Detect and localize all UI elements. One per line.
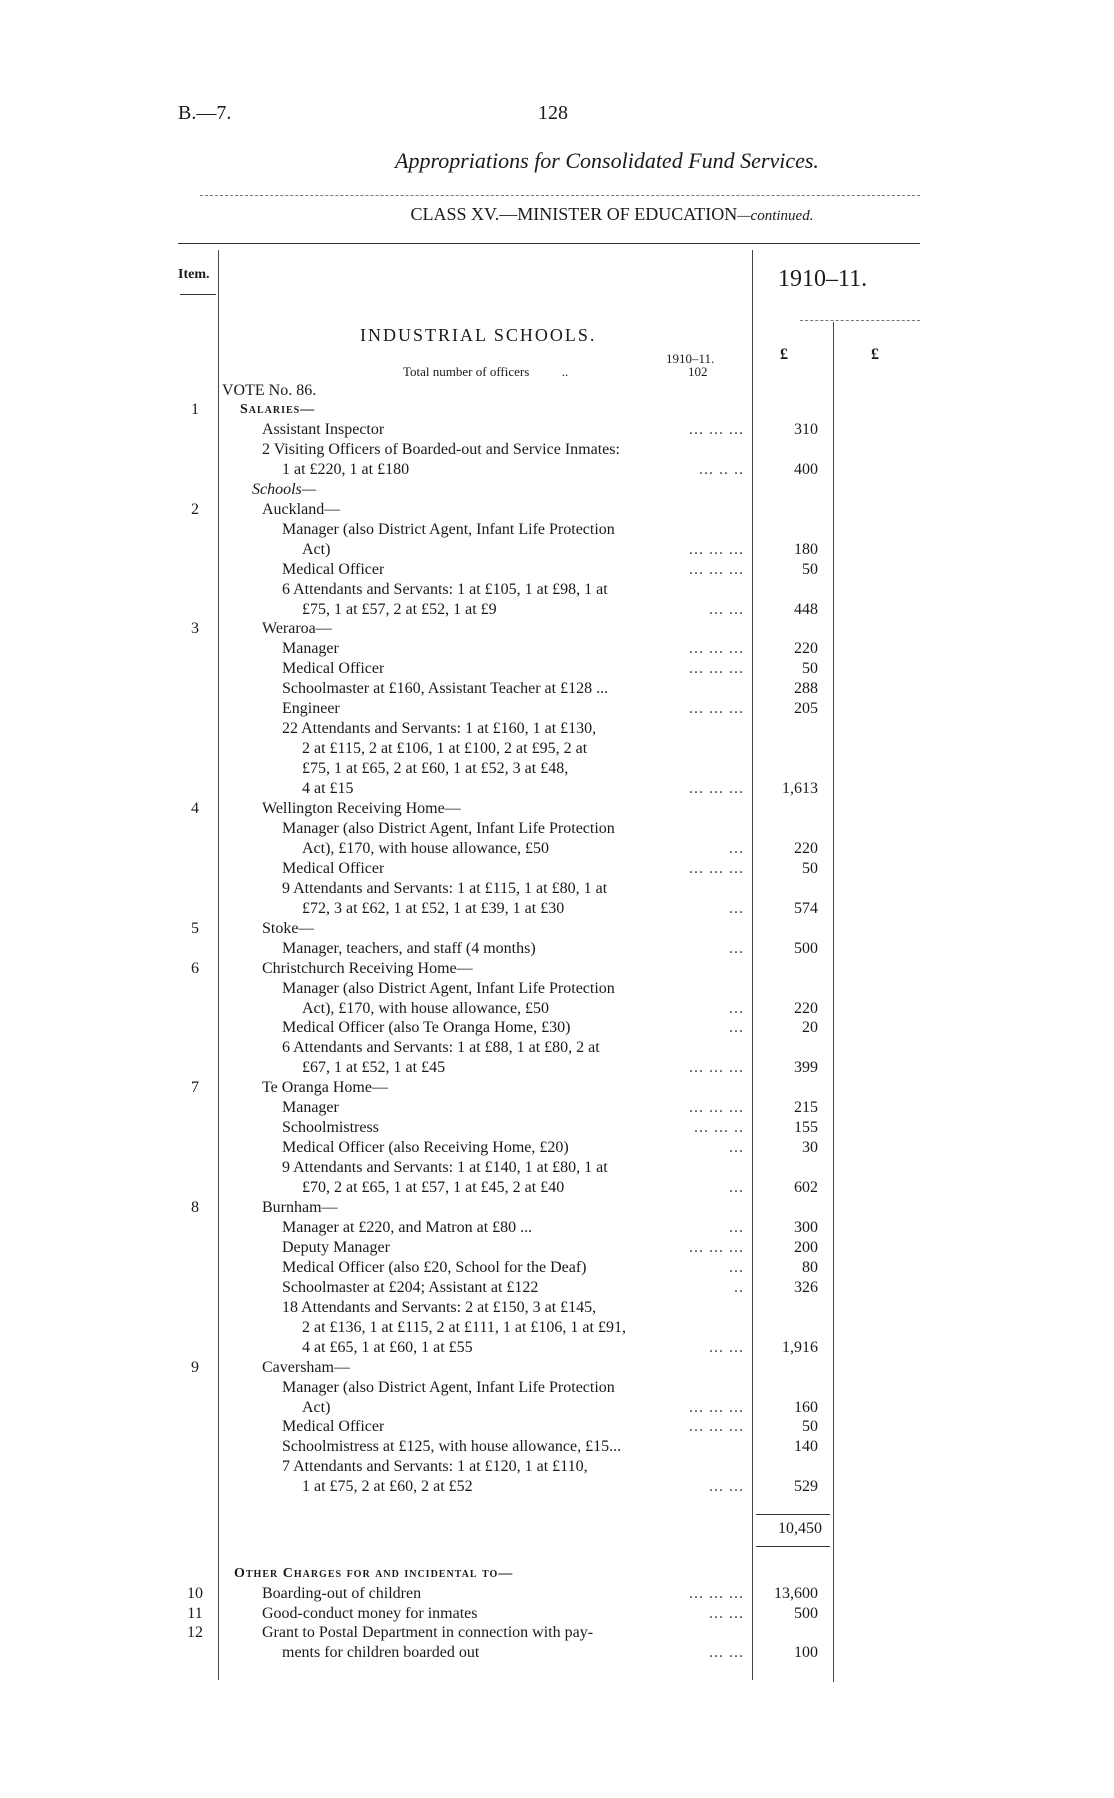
- lines-row: [0, 999, 1114, 1019]
- item-amount: 500: [794, 939, 818, 957]
- item-amount: 399: [794, 1059, 818, 1077]
- section-title: INDUSTRIAL SCHOOLS.: [360, 325, 597, 345]
- leader-dots: ... ...: [709, 1643, 744, 1661]
- item-amount: 300: [794, 1218, 818, 1236]
- item-text: Christchurch Receiving Home—: [262, 959, 473, 977]
- item-amount: 80: [802, 1258, 818, 1276]
- item-text: £67, 1 at £52, 1 at £45: [302, 1059, 446, 1077]
- item-amount: 288: [794, 680, 818, 698]
- item-text: 22 Attendants and Servants: 1 at £160, 1 at £130,: [282, 720, 597, 738]
- lines-row: [0, 819, 1114, 839]
- item-number: 8: [191, 1199, 199, 1216]
- lines-row: [0, 480, 1114, 500]
- item-text: 9 Attendants and Servants: 1 at £115, 1 at £80, 1 at: [282, 879, 608, 897]
- item-text: Manager (also District Agent, Infant Life Protection: [282, 819, 615, 837]
- leader-dots: ... ... ...: [689, 560, 744, 578]
- pound-header-left: £: [780, 346, 788, 363]
- item-text: Manager, teachers, and staff (4 months): [282, 939, 536, 957]
- lines-row: [0, 1477, 1114, 1497]
- item-text: 7 Attendants and Servants: 1 at £120, 1 at £110,: [282, 1458, 588, 1476]
- lines-row: [0, 420, 1114, 440]
- item-number: 3: [191, 620, 199, 638]
- item-text: Wellington Receiving Home—: [262, 800, 461, 817]
- item-text: Burnham—: [262, 1199, 338, 1216]
- table-top-rule: [178, 243, 920, 244]
- class-heading: [0, 204, 1114, 225]
- officers-label-text: Total number of officers: [403, 364, 530, 379]
- item-amount: 205: [794, 700, 818, 718]
- item-text: 18 Attendants and Servants: 2 at £150, 3 at £145,: [282, 1298, 597, 1316]
- item-number: 4: [191, 800, 199, 817]
- item-amount: 140: [794, 1438, 818, 1456]
- leader-dots: ... ...: [709, 1478, 744, 1496]
- subtotal-value: 10,450: [778, 1520, 822, 1537]
- item-text: 2 at £136, 1 at £115, 2 at £111, 1 at £106, 1 at £91,: [302, 1318, 626, 1336]
- year-column-header: 1910–11.: [778, 266, 868, 292]
- lines-row: [0, 1098, 1114, 1118]
- leader-dots: ...: [729, 999, 744, 1017]
- item-text: Medical Officer (also Receiving Home, £20): [282, 1139, 569, 1157]
- leader-dots: ...: [729, 1218, 744, 1236]
- lines-row: [0, 699, 1114, 719]
- item-text: Good-conduct money for inmates: [262, 1604, 478, 1622]
- item-text: Stoke—: [262, 919, 315, 937]
- leader-dots: ...: [729, 1179, 744, 1197]
- lines-row: [0, 679, 1114, 699]
- other_charges.lines-row: [0, 1604, 1114, 1624]
- lines-row: [0, 1038, 1114, 1058]
- leader-dots: ... ... ...: [689, 540, 744, 558]
- item-amount: 220: [794, 640, 818, 658]
- item-text: Salaries—: [240, 402, 316, 417]
- item-text: 9 Attendants and Servants: 1 at £140, 1 at £80, 1 at: [282, 1159, 608, 1177]
- item-amount: 100: [794, 1643, 818, 1661]
- lines-row: [0, 1238, 1114, 1258]
- lines-row: [0, 1078, 1114, 1098]
- other_charges.lines-row: [0, 1643, 1114, 1663]
- lines-row: [0, 1338, 1114, 1358]
- subtotal-rule: [756, 1514, 830, 1515]
- leader-dots: ...: [729, 1258, 744, 1276]
- leader-dots: ...: [729, 1019, 744, 1037]
- item-text: Act), £170, with house allowance, £50: [302, 999, 550, 1017]
- item-text: Deputy Manager: [282, 1238, 390, 1256]
- leader-dots: ... ... ...: [689, 1238, 744, 1256]
- lines-row: [0, 739, 1114, 759]
- item-text: 4 at £65, 1 at £60, 1 at £55: [302, 1338, 473, 1356]
- lines-row: [0, 619, 1114, 639]
- lines-row: [0, 839, 1114, 859]
- lines-row: [0, 939, 1114, 959]
- item-number: 9: [191, 1358, 199, 1376]
- leader-dots: ... ...: [709, 1604, 744, 1622]
- item-amount: 448: [794, 600, 818, 618]
- item-text: Manager: [282, 640, 339, 658]
- leader-dots: ...: [729, 839, 744, 857]
- item-number: 2: [191, 500, 199, 518]
- leader-dots: ... ... ...: [689, 640, 744, 658]
- item-text: Medical Officer (also Te Oranga Home, £30): [282, 1019, 571, 1037]
- leader-dots: ... ...: [709, 600, 744, 618]
- item-text: Schoolmistress: [282, 1119, 379, 1137]
- item-number: 10: [187, 1585, 203, 1602]
- item-number: 12: [187, 1624, 203, 1641]
- item-amount: 20: [802, 1019, 818, 1037]
- leader-dots: ...: [729, 899, 744, 917]
- leader-dots: ... ...: [709, 1338, 744, 1356]
- subtotal-amount: [752, 1520, 822, 1538]
- leader-dots: ... ... ..: [694, 1119, 744, 1137]
- lines-row: [0, 759, 1114, 779]
- item-text: £70, 2 at £65, 1 at £57, 1 at £45, 2 at £40: [302, 1179, 565, 1197]
- leader-dots: ... ... ...: [689, 420, 744, 438]
- leader-dots: ... ... ...: [689, 1585, 744, 1602]
- other_charges.lines-row: [0, 1584, 1114, 1604]
- item-text: Te Oranga Home—: [262, 1079, 388, 1097]
- item-text: 2 Visiting Officers of Boarded-out and Service Inmates:: [262, 440, 620, 458]
- lines-row: [0, 1198, 1114, 1218]
- lines-row: [0, 639, 1114, 659]
- item-amount: 400: [794, 460, 818, 478]
- item-amount: 155: [794, 1119, 818, 1137]
- item-text: Act), £170, with house allowance, £50: [302, 839, 550, 857]
- item-amount: 220: [794, 839, 818, 857]
- item-amount: 180: [794, 540, 818, 558]
- officers-label: [403, 364, 568, 380]
- item-amount: 160: [794, 1398, 818, 1416]
- lines-row: [0, 580, 1114, 600]
- item-text: Engineer: [282, 700, 340, 718]
- pound-header-right: £: [871, 346, 879, 363]
- item-text: Schoolmistress at £125, with house allowance, £15...: [282, 1438, 622, 1456]
- other_charges.lines-row: [0, 1623, 1114, 1643]
- lines-row: [0, 779, 1114, 799]
- leader-dots: ... ... ...: [689, 1099, 744, 1117]
- lines-row: [0, 1058, 1114, 1078]
- item-text: Auckland—: [262, 500, 341, 518]
- item-amount: 50: [802, 1418, 818, 1436]
- item-text: Act): [302, 1398, 331, 1416]
- lines-row: [0, 979, 1114, 999]
- page-number: 128: [538, 102, 568, 124]
- item-amount: 326: [794, 1278, 818, 1296]
- lines-row: [0, 899, 1114, 919]
- lines-row: [0, 500, 1114, 520]
- item-amount: 602: [794, 1179, 818, 1197]
- officers-dots: ..: [561, 364, 569, 379]
- item-amount: 529: [794, 1478, 818, 1496]
- item-amount: 1,916: [782, 1338, 818, 1356]
- lines-row: [0, 1278, 1114, 1298]
- item-amount: 50: [802, 560, 818, 578]
- item-text: Weraroa—: [262, 620, 332, 638]
- leader-dots: ... ... ...: [689, 660, 744, 678]
- item-text: ments for children boarded out: [282, 1643, 480, 1661]
- item-amount: 574: [794, 899, 818, 917]
- leader-dots: ...: [729, 939, 744, 957]
- leader-dots: ... ... ...: [689, 1418, 744, 1436]
- item-amount: 310: [794, 420, 818, 438]
- item-text: Medical Officer: [282, 560, 385, 578]
- lines-row: [0, 600, 1114, 620]
- other-charges-heading: Other Charges for and incidental to—: [234, 1566, 514, 1581]
- item-text: Schoolmaster at £204; Assistant at £122: [282, 1278, 539, 1296]
- class-heading-suffix: —continued.: [737, 208, 814, 224]
- lines-row: [0, 400, 1114, 420]
- lines-row: [0, 1138, 1114, 1158]
- item-number: 1: [191, 401, 199, 418]
- item-text: 6 Attendants and Servants: 1 at £105, 1 at £98, 1 at: [282, 580, 608, 598]
- leader-dots: ...: [729, 1139, 744, 1157]
- lines-row: [0, 1218, 1114, 1238]
- leader-dots: ... ... ...: [689, 1059, 744, 1077]
- item-text: £75, 1 at £57, 2 at £52, 1 at £9: [302, 600, 497, 618]
- item-text: 4 at £15: [302, 780, 354, 798]
- item-text: Schools—: [252, 480, 316, 498]
- item-header-underline: [180, 294, 216, 295]
- lines-row: [0, 1318, 1114, 1338]
- item-amount: 200: [794, 1238, 818, 1256]
- item-text: Medical Officer (also £20, School for the Deaf): [282, 1258, 587, 1276]
- lines-row: [0, 859, 1114, 879]
- item-number: 6: [191, 959, 199, 977]
- lines-row: [0, 1298, 1114, 1318]
- item-amount: 50: [802, 859, 818, 877]
- leader-dots: ... ... ...: [689, 780, 744, 798]
- lines-row: [0, 879, 1114, 899]
- year-underline: [800, 320, 920, 321]
- lines-row: [0, 520, 1114, 540]
- subtotal-bottom-rule: [756, 1546, 830, 1547]
- lines-row: [0, 440, 1114, 460]
- item-amount: 30: [802, 1139, 818, 1157]
- item-text: 2 at £115, 2 at £106, 1 at £100, 2 at £95, 2 at: [302, 740, 588, 758]
- item-text: Grant to Postal Department in connection with pay-: [262, 1624, 594, 1641]
- item-text: Caversham—: [262, 1358, 350, 1376]
- leader-dots: ... .. ..: [699, 460, 744, 478]
- lines-row: [0, 1018, 1114, 1038]
- officers-value: 102: [688, 364, 708, 379]
- item-text: 1 at £220, 1 at £180: [282, 460, 410, 478]
- item-text: Act): [302, 540, 331, 558]
- item-text: Assistant Inspector: [262, 420, 385, 438]
- item-amount: 500: [794, 1604, 818, 1622]
- item-text: Manager (also District Agent, Infant Life Protection: [282, 1378, 615, 1396]
- item-text: Medical Officer: [282, 859, 385, 877]
- lines-row: [0, 919, 1114, 939]
- lines-row: [0, 560, 1114, 580]
- lines-row: [0, 959, 1114, 979]
- item-text: 1 at £75, 2 at £60, 2 at £52: [302, 1478, 473, 1496]
- leader-dots: ... ... ...: [689, 859, 744, 877]
- lines-row: [0, 719, 1114, 739]
- lines-row: [0, 1358, 1114, 1378]
- document-reference: B.—7.: [178, 102, 232, 124]
- item-amount: 220: [794, 999, 818, 1017]
- leader-dots: ... ... ...: [689, 700, 744, 718]
- lines-row: [0, 1178, 1114, 1198]
- item-text: Manager at £220, and Matron at £80 ...: [282, 1218, 533, 1236]
- item-text: 6 Attendants and Servants: 1 at £88, 1 at £80, 2 at: [282, 1039, 600, 1057]
- class-heading-text: CLASS XV.—MINISTER OF EDUCATION: [410, 204, 738, 224]
- lines-row: [0, 1378, 1114, 1398]
- item-amount: 215: [794, 1099, 818, 1117]
- vote-number: VOTE No. 86.: [222, 382, 317, 399]
- item-column-header: Item.: [178, 267, 210, 282]
- title-rule: [200, 195, 920, 196]
- item-text: Manager (also District Agent, Infant Life Protection: [282, 520, 615, 538]
- lines-row: [0, 540, 1114, 560]
- item-number: 11: [187, 1604, 203, 1622]
- lines-row: [0, 1258, 1114, 1278]
- item-number: 7: [191, 1079, 199, 1097]
- item-text: Schoolmaster at £160, Assistant Teacher at £128 ...: [282, 680, 609, 698]
- lines-row: [0, 1457, 1114, 1477]
- leader-dots: ..: [734, 1278, 744, 1296]
- lines-row: [0, 1398, 1114, 1418]
- lines-row: [0, 799, 1114, 819]
- section-year: 1910–11.: [666, 351, 715, 366]
- item-text: £72, 3 at £62, 1 at £52, 1 at £39, 1 at £30: [302, 899, 565, 917]
- lines-row: [0, 659, 1114, 679]
- leader-dots: ... ... ...: [689, 1398, 744, 1416]
- lines-row: [0, 1118, 1114, 1138]
- item-amount: 1,613: [782, 780, 818, 798]
- item-amount: 13,600: [774, 1585, 818, 1602]
- item-text: £75, 1 at £65, 2 at £60, 1 at £52, 3 at £48,: [302, 760, 569, 778]
- lines-row: [0, 1417, 1114, 1437]
- lines-row: [0, 1158, 1114, 1178]
- lines-row: [0, 1437, 1114, 1457]
- item-text: Medical Officer: [282, 660, 385, 678]
- item-amount: 50: [802, 660, 818, 678]
- lines-row: [0, 460, 1114, 480]
- page-title: Appropriations for Consolidated Fund Services.: [395, 148, 819, 173]
- item-number: 5: [191, 919, 199, 937]
- item-text: Manager: [282, 1099, 339, 1117]
- item-text: Medical Officer: [282, 1418, 385, 1436]
- item-text: Manager (also District Agent, Infant Life Protection: [282, 979, 615, 997]
- item-text: Boarding-out of children: [262, 1585, 422, 1602]
